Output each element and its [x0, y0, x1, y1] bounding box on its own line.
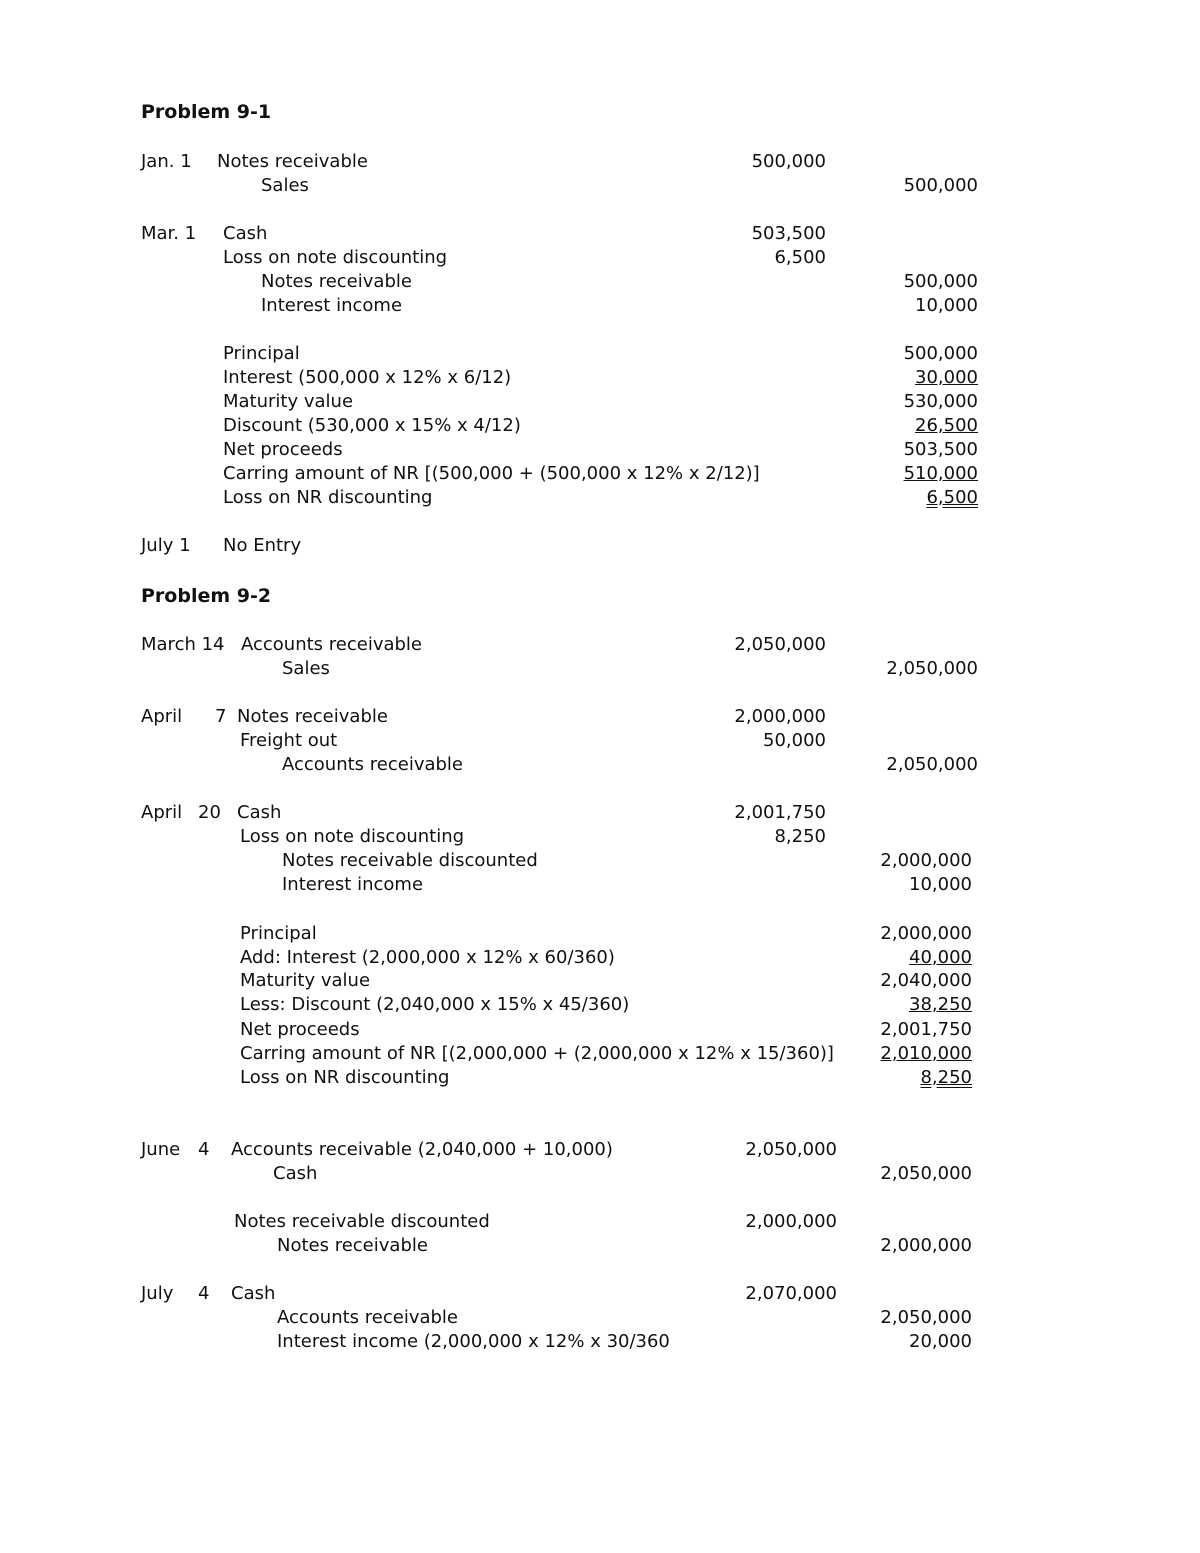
- computation-amount: 40,000: [909, 947, 972, 968]
- credit-amount: 500,000: [903, 271, 978, 292]
- credit-amount: 20,000: [909, 1331, 972, 1352]
- credit-amount: 2,000,000: [880, 1235, 972, 1256]
- credit-account: Notes receivable discounted: [282, 850, 538, 871]
- debit-account: Accounts receivable: [241, 634, 423, 655]
- debit-account: Notes receivable discounted: [234, 1211, 490, 1232]
- computation-amount: 500,000: [903, 343, 978, 364]
- computation-amount: 2,040,000: [880, 970, 972, 991]
- problem-9-1-title: Problem 9-1: [141, 101, 272, 123]
- credit-amount: 2,050,000: [886, 658, 978, 679]
- computation-amount: 2,010,000: [880, 1043, 972, 1064]
- credit-amount: 2,050,000: [880, 1307, 972, 1328]
- computation-label: Net proceeds: [240, 1019, 360, 1040]
- computation-label: Principal: [240, 923, 317, 944]
- entry-month: June: [141, 1139, 181, 1160]
- computation-amount: 38,250: [909, 994, 972, 1015]
- credit-account: Accounts receivable: [282, 754, 464, 775]
- entry-day: 4: [198, 1139, 210, 1160]
- credit-account: Notes receivable: [277, 1235, 428, 1256]
- entry-date: Jan. 1: [141, 151, 192, 172]
- computation-label: Maturity value: [240, 970, 371, 991]
- computation-label: Maturity value: [223, 391, 354, 412]
- debit-account: Cash: [237, 802, 282, 823]
- debit-amount: 2,050,000: [745, 1139, 837, 1160]
- debit-amount: 2,001,750: [734, 802, 826, 823]
- credit-account: Sales: [282, 658, 330, 679]
- computation-label: Carring amount of NR [(500,000 + (500,000 x 12% x 2/12)]: [223, 463, 760, 484]
- debit-account: Cash: [223, 223, 268, 244]
- entry-day: 7: [215, 706, 227, 727]
- debit-amount: 500,000: [751, 151, 826, 172]
- entry-month: April: [141, 802, 183, 823]
- entry-date: March 14: [141, 634, 225, 655]
- debit-account: Cash: [231, 1283, 276, 1304]
- credit-account: Interest income: [282, 874, 424, 895]
- entry-date: July 1: [141, 535, 191, 556]
- credit-account: Interest income (2,000,000 x 12% x 30/360: [277, 1331, 670, 1352]
- entry-date: Mar. 1: [141, 223, 197, 244]
- credit-account: Accounts receivable: [277, 1307, 459, 1328]
- debit-amount: 2,050,000: [734, 634, 826, 655]
- computation-label: Less: Discount (2,040,000 x 15% x 45/360): [240, 994, 630, 1015]
- debit-account: Accounts receivable (2,040,000 + 10,000): [231, 1139, 613, 1160]
- debit-amount: 8,250: [774, 826, 826, 847]
- computation-amount: 2,001,750: [880, 1019, 972, 1040]
- debit-account: Notes receivable: [217, 151, 368, 172]
- computation-amount: 530,000: [903, 391, 978, 412]
- debit-amount: 2,000,000: [734, 706, 826, 727]
- entry-month: July: [141, 1283, 174, 1304]
- problem-9-2-title: Problem 9-2: [141, 585, 272, 607]
- credit-amount: 2,050,000: [886, 754, 978, 775]
- debit-account: Freight out: [240, 730, 338, 751]
- entry-note: No Entry: [223, 535, 302, 556]
- computation-label: Carring amount of NR [(2,000,000 + (2,000,000 x 12% x 15/360)]: [240, 1043, 834, 1064]
- computation-amount: 2,000,000: [880, 923, 972, 944]
- entry-month: April: [141, 706, 183, 727]
- computation-label: Add: Interest (2,000,000 x 12% x 60/360): [240, 947, 615, 968]
- computation-label: Interest (500,000 x 12% x 6/12): [223, 367, 512, 388]
- credit-account: Interest income: [261, 295, 403, 316]
- debit-amount: 6,500: [774, 247, 826, 268]
- debit-amount: 50,000: [763, 730, 826, 751]
- computation-label: Loss on NR discounting: [223, 487, 433, 508]
- credit-amount: 500,000: [903, 175, 978, 196]
- computation-amount: 6,500: [926, 487, 978, 508]
- computation-label: Discount (530,000 x 15% x 4/12): [223, 415, 521, 436]
- computation-amount: 503,500: [903, 439, 978, 460]
- credit-amount: 10,000: [915, 295, 978, 316]
- computation-label: Loss on NR discounting: [240, 1067, 450, 1088]
- debit-amount: 2,000,000: [745, 1211, 837, 1232]
- credit-amount: 2,050,000: [880, 1163, 972, 1184]
- computation-amount: 510,000: [903, 463, 978, 484]
- credit-account: Sales: [261, 175, 309, 196]
- computation-amount: 26,500: [915, 415, 978, 436]
- credit-account: Notes receivable: [261, 271, 412, 292]
- debit-account: Loss on note discounting: [240, 826, 465, 847]
- computation-amount: 8,250: [920, 1067, 972, 1088]
- entry-day: 20: [198, 802, 221, 823]
- credit-account: Cash: [273, 1163, 318, 1184]
- computation-label: Principal: [223, 343, 300, 364]
- computation-label: Net proceeds: [223, 439, 343, 460]
- credit-amount: 10,000: [909, 874, 972, 895]
- entry-day: 4: [198, 1283, 210, 1304]
- computation-amount: 30,000: [915, 367, 978, 388]
- debit-amount: 503,500: [751, 223, 826, 244]
- credit-amount: 2,000,000: [880, 850, 972, 871]
- debit-account: Notes receivable: [237, 706, 388, 727]
- debit-account: Loss on note discounting: [223, 247, 448, 268]
- debit-amount: 2,070,000: [745, 1283, 837, 1304]
